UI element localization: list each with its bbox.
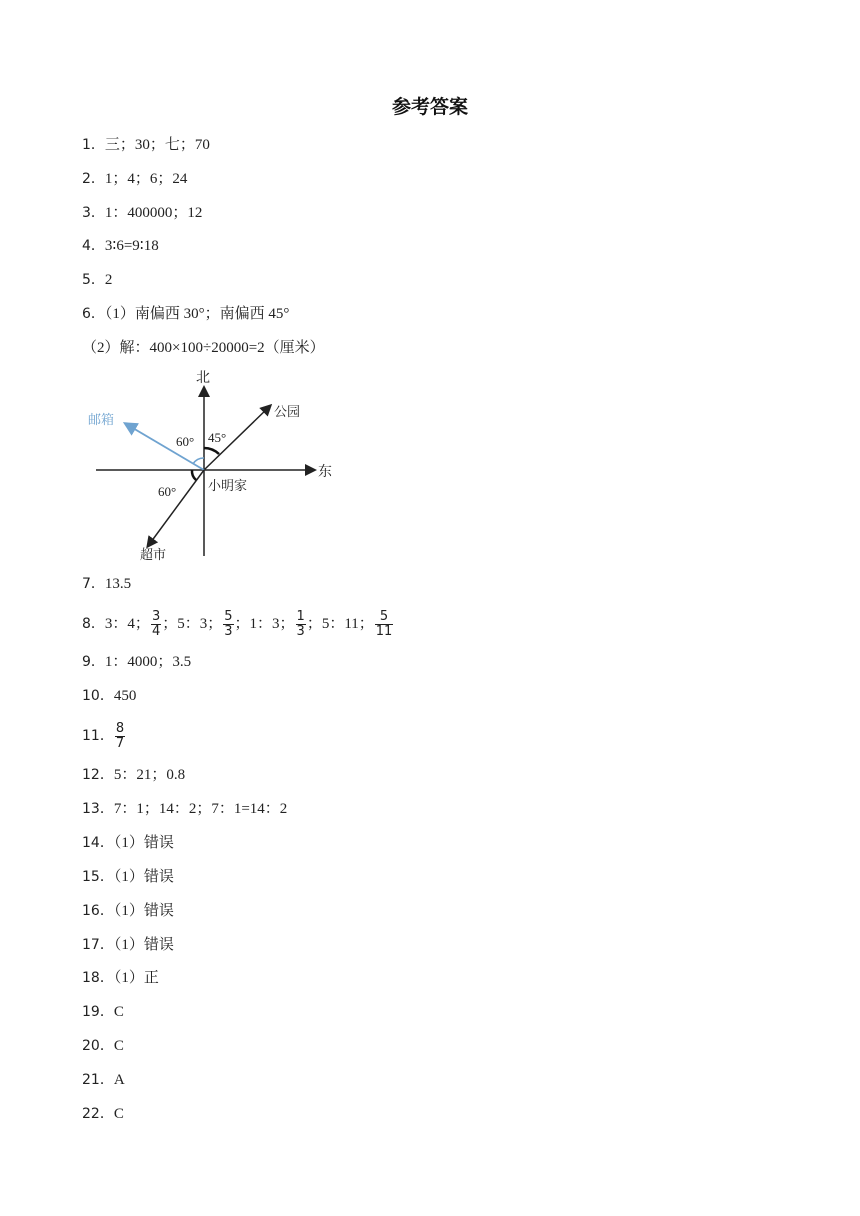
angle-label-mailbox: 60° — [176, 434, 195, 449]
answer-20: 20．C — [82, 1038, 124, 1054]
answer-3: 3．1：400000；12 — [82, 205, 203, 221]
angle-arc-park — [204, 448, 219, 454]
home-label: 小明家 — [208, 479, 248, 494]
answer-9: 9．1：4000；3.5 — [82, 654, 192, 670]
answer-19: 19．C — [82, 1004, 124, 1020]
fraction: $\frac{1}{3}$ — [296, 609, 305, 639]
direction-diagram — [88, 366, 352, 566]
answer-5: 5．2 — [82, 272, 113, 288]
answer-10: 10．450 — [82, 688, 137, 704]
answer-15: 15．（1）错误 — [82, 869, 174, 885]
fraction: $\frac{5}{11}$ — [375, 609, 393, 639]
supermarket-label: 超市 — [140, 548, 167, 563]
answer-7: 7．13.5 — [82, 576, 132, 592]
east-label: 东 — [318, 464, 332, 480]
answer-12: 12．5：21；0.8 — [82, 767, 186, 783]
fraction: $\frac{3}{4}$ — [151, 609, 161, 639]
answer-21: 21．A — [82, 1072, 125, 1088]
answer-1: 1．三；30；七；70 — [82, 137, 210, 153]
angle-label-market: 60° — [158, 484, 177, 499]
answer-11: 11． $\frac{8}{7}$ — [82, 721, 125, 751]
answer-18: 18．（1）正 — [82, 970, 159, 986]
answer-2: 2．1；4；6；24 — [82, 171, 188, 187]
angle-label-park: 45° — [208, 430, 227, 445]
page-title: 参考答案 — [391, 96, 468, 118]
angle-arc-market — [192, 470, 196, 480]
angle-arc-mailbox — [193, 458, 204, 464]
park-label: 公园 — [274, 405, 301, 420]
answer-13: 13．7：1；14：2；7：1=14：2 — [82, 801, 288, 817]
answer-22: 22．C — [82, 1106, 124, 1122]
answer-17: 17．（1）错误 — [82, 937, 174, 953]
answer-6-part2: （2）解：400×100÷20000=2（厘米） — [82, 340, 325, 356]
answer-8: 8．3：4； $\frac{3}{4}$ ；5：3； $\frac{5}{3}$ ；1：3； $\frac{1}{3}$ ；5：11； $\frac{5}{11}$ — [82, 609, 393, 639]
supermarket-ray — [148, 470, 204, 546]
mailbox-label: 邮箱 — [88, 413, 115, 428]
answer-16: 16．（1）错误 — [82, 903, 174, 919]
fraction: $\frac{8}{7}$ — [115, 721, 125, 751]
answer-6: 6．（1）南偏西 30°；南偏西 45° — [82, 306, 290, 322]
north-label: 北 — [196, 370, 210, 386]
fraction: $\frac{5}{3}$ — [224, 609, 233, 639]
answer-4: 4．3∶6=9∶18 — [82, 238, 159, 254]
answer-14: 14．（1）错误 — [82, 835, 174, 851]
